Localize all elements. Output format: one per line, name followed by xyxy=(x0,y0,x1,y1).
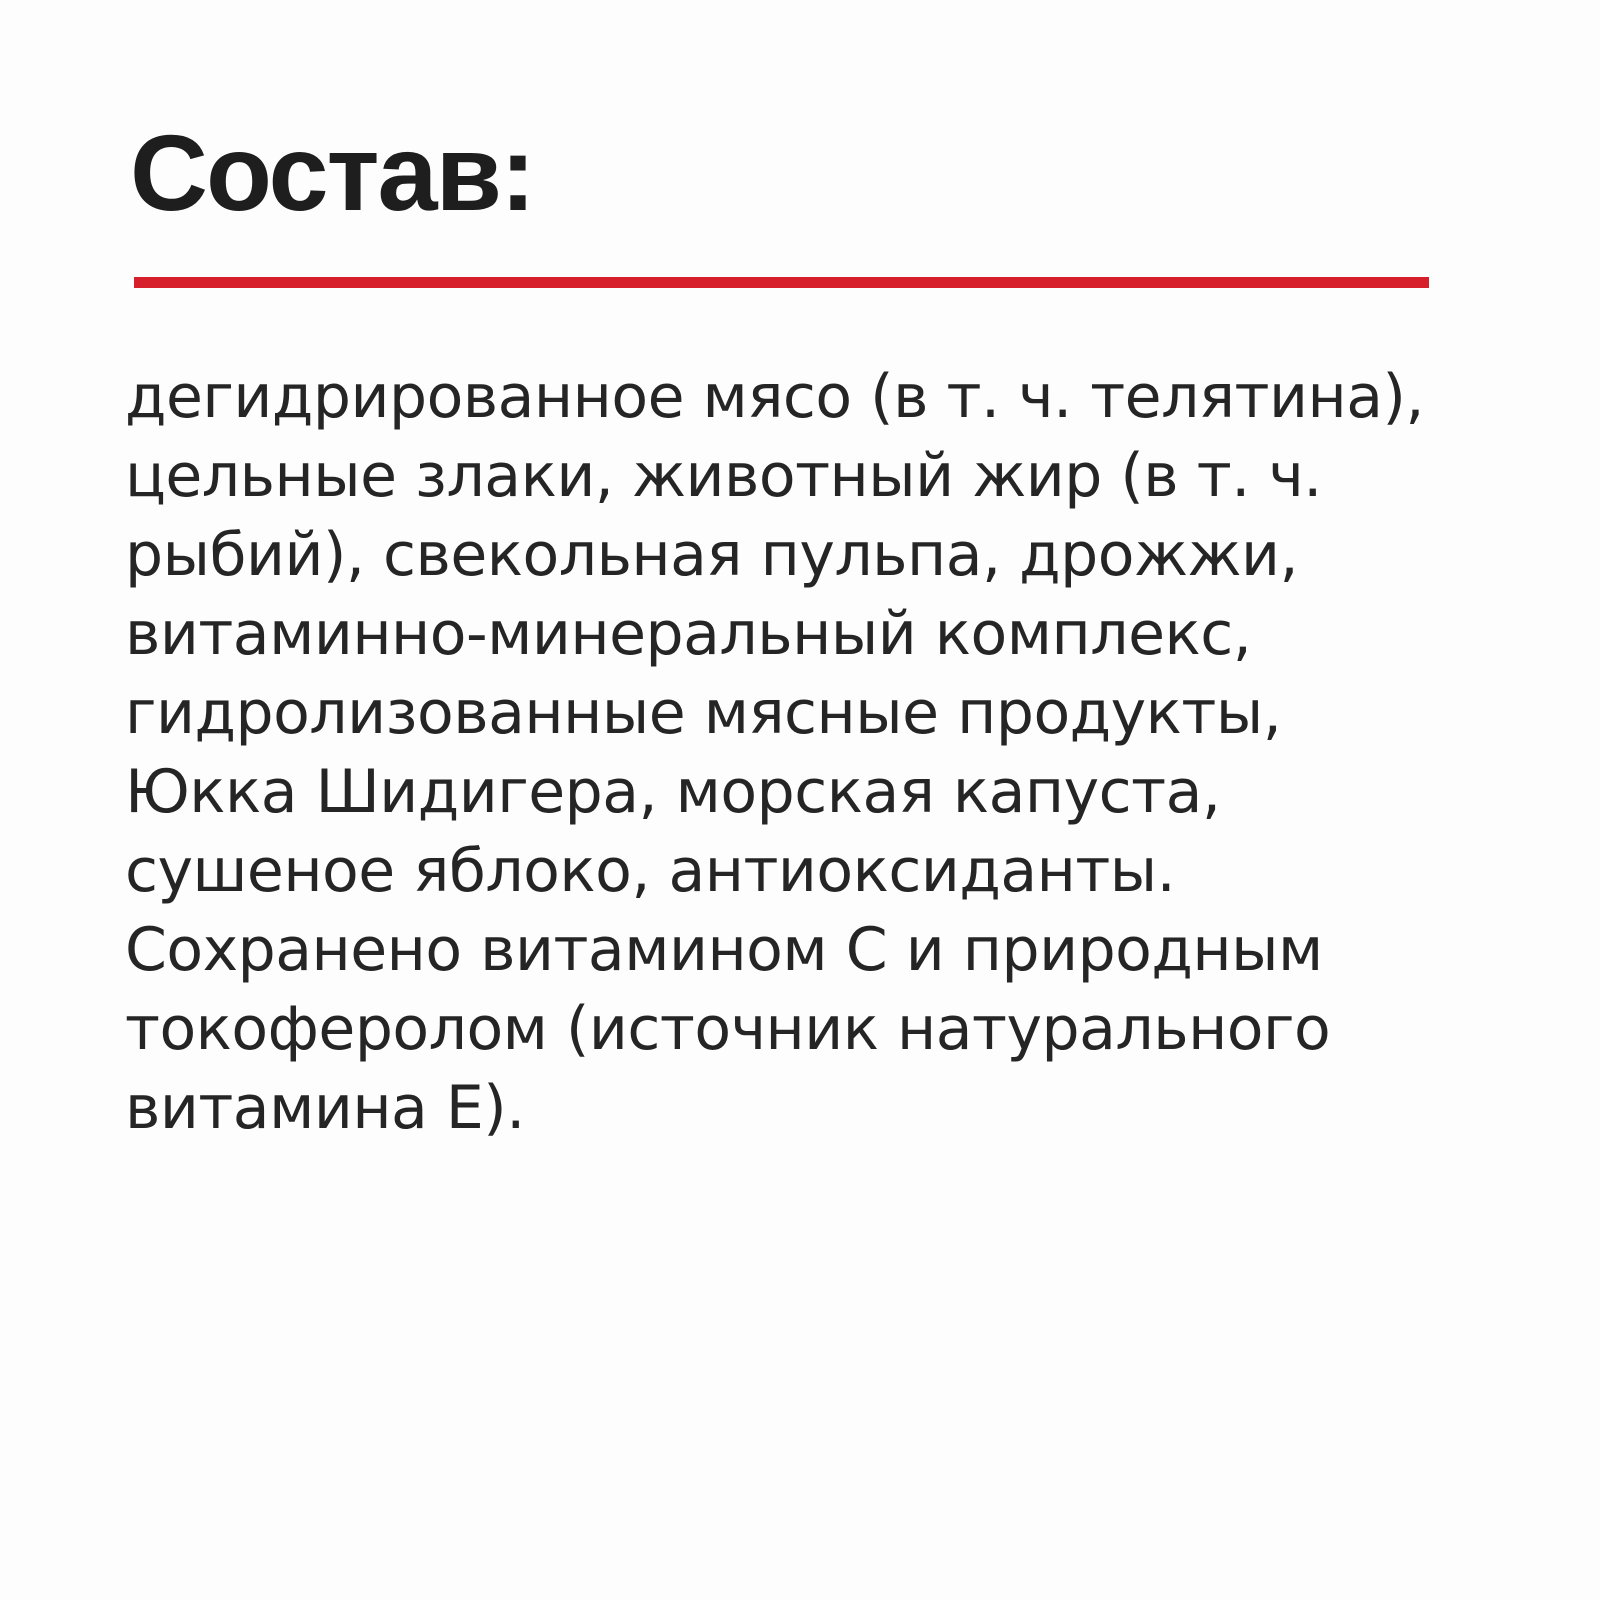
composition-text xyxy=(125,358,1455,1148)
composition-line: Сохранено витамином С и природным xyxy=(125,915,1323,985)
composition-line: гидролизованные мясные продукты, xyxy=(125,678,1282,748)
composition-line: рыбий), свекольная пульпа, дрожжи, xyxy=(125,520,1299,590)
composition-line: токоферолом (источник натурального xyxy=(125,994,1331,1064)
composition-line: витамина Е). xyxy=(125,1073,525,1143)
composition-line: витаминно-минеральный комплекс, xyxy=(125,599,1252,669)
heading-divider xyxy=(134,277,1429,288)
composition-line: дегидрированное мясо (в т. ч. телятина), xyxy=(125,362,1424,432)
composition-line: сушеное яблоко, антиоксиданты. xyxy=(125,836,1176,906)
composition-heading: Состав: xyxy=(130,112,534,233)
composition-line: Юкка Шидигера, морская капуста, xyxy=(125,757,1221,827)
composition-line: цельные злаки, животный жир (в т. ч. xyxy=(125,441,1322,511)
